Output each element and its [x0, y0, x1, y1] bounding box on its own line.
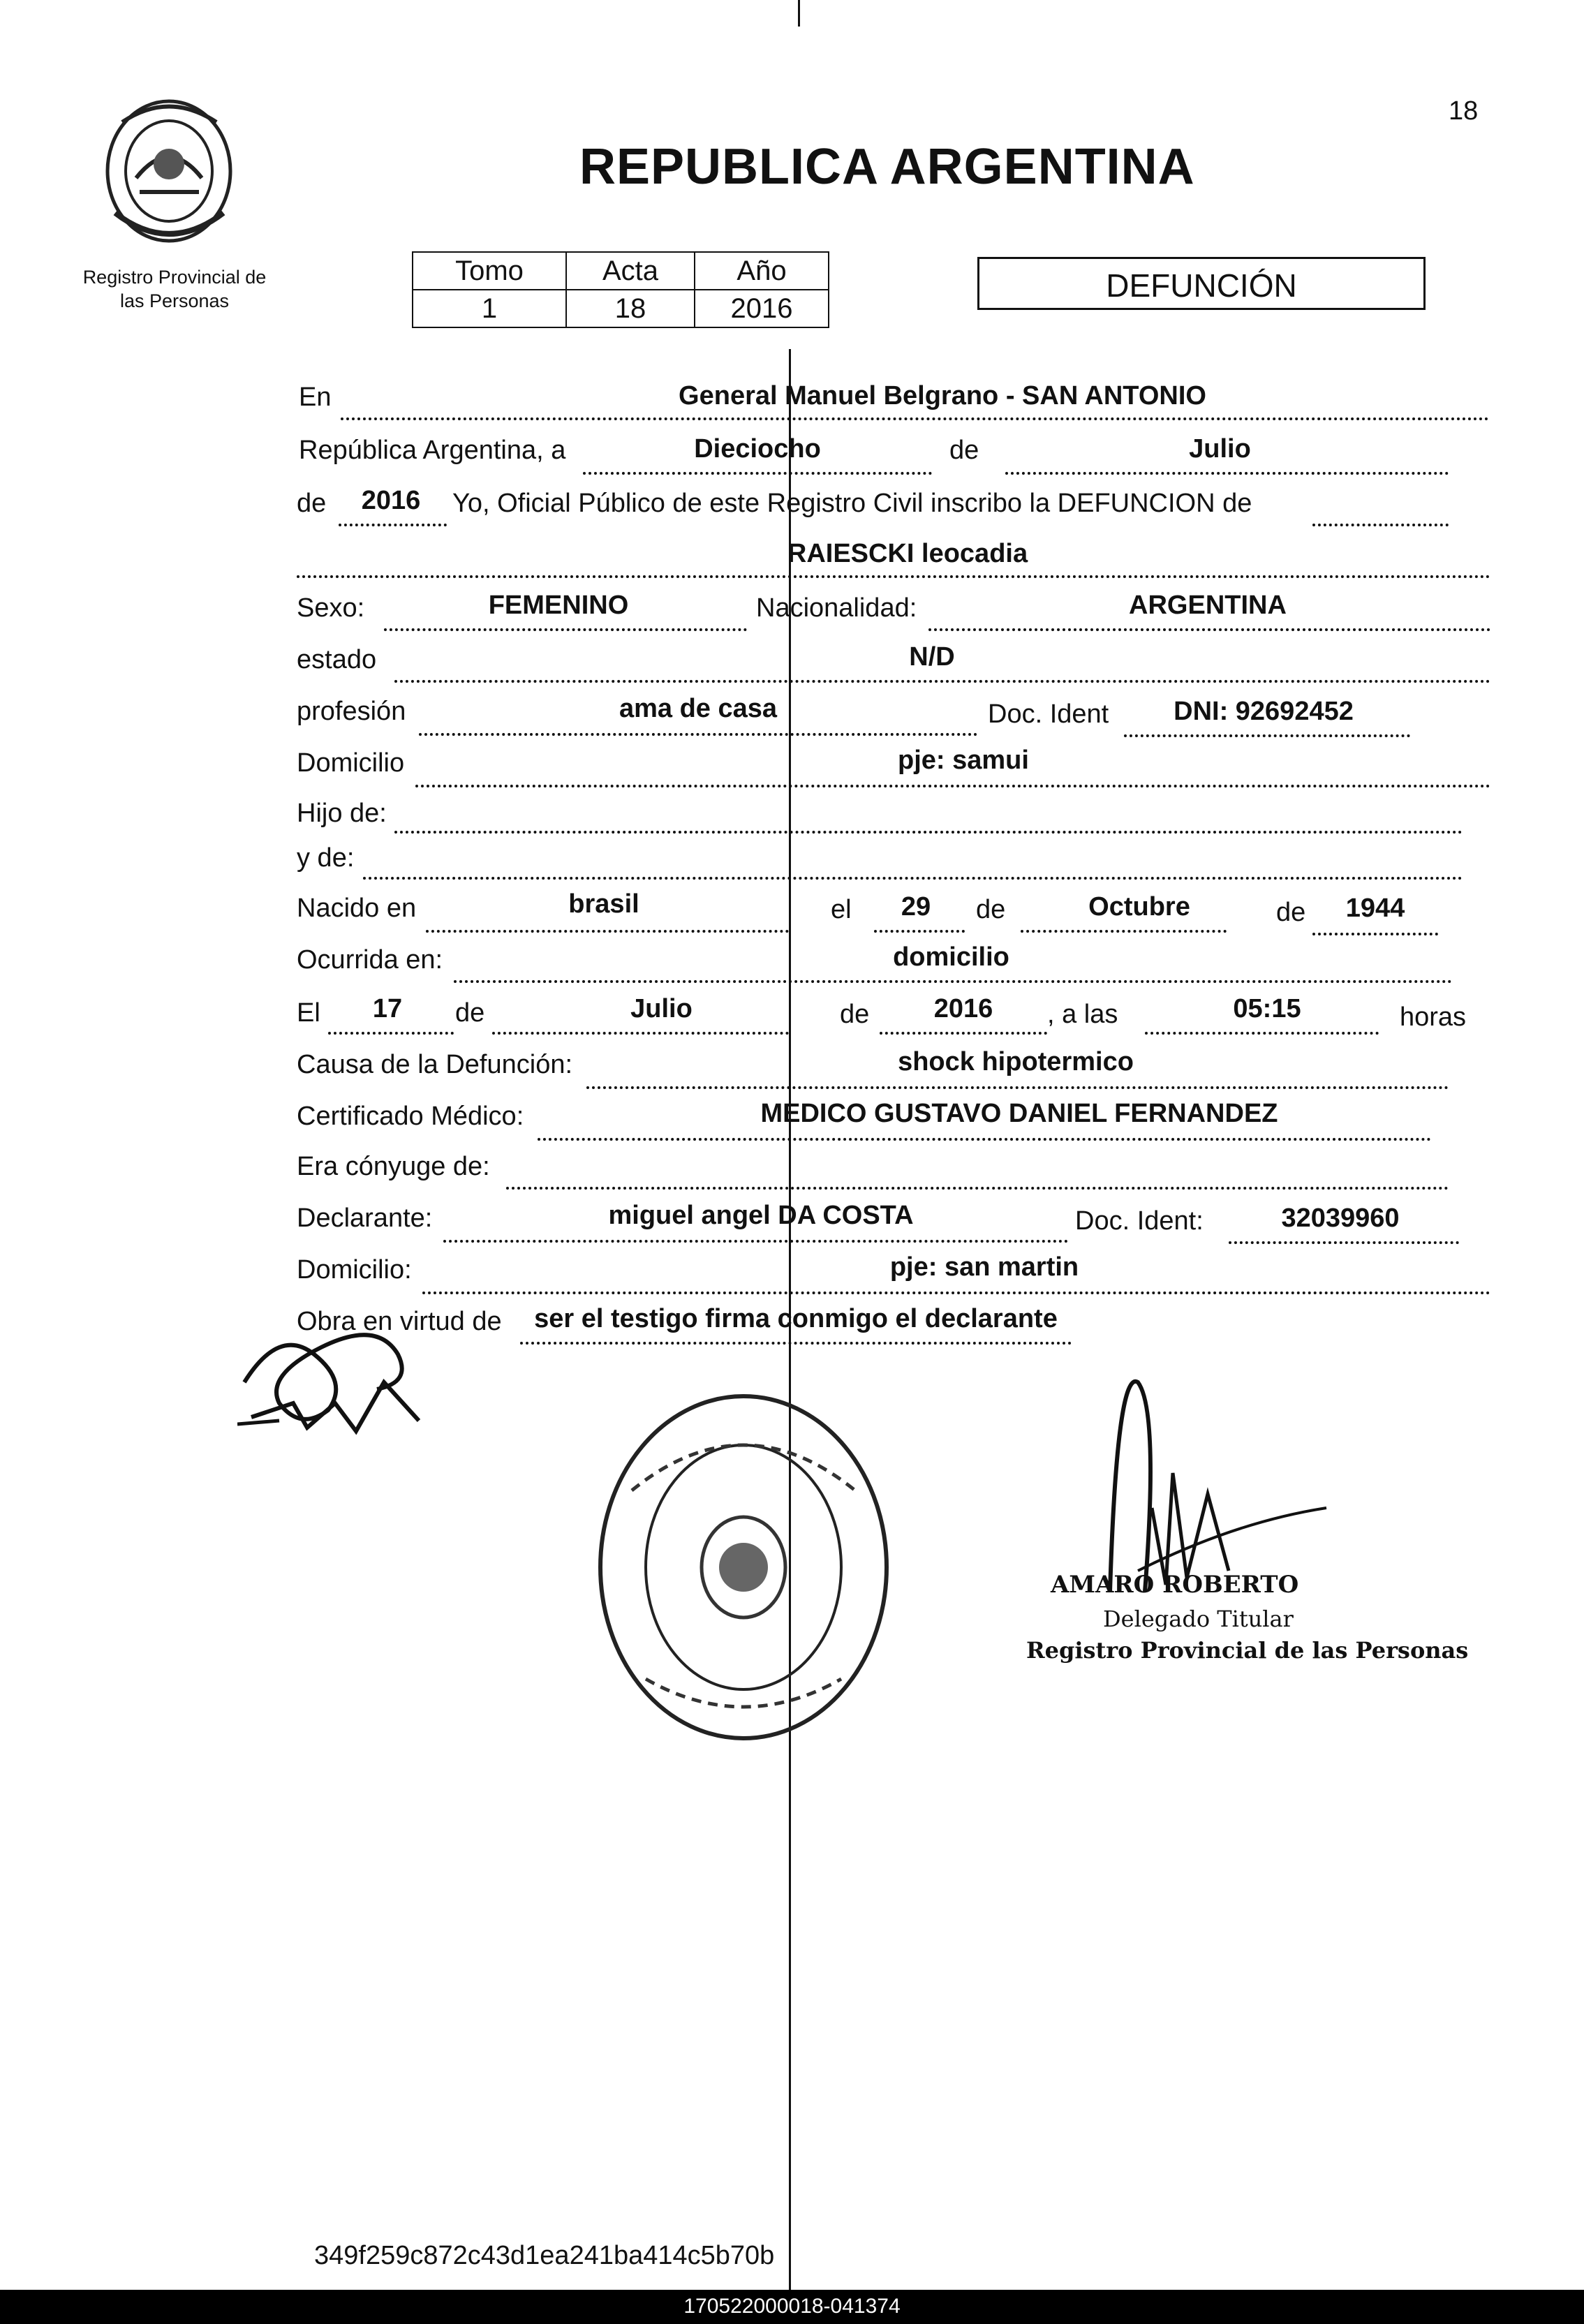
declarante-signature [237, 1298, 447, 1438]
year-dots [339, 524, 447, 526]
death-year-dots [880, 1032, 1047, 1035]
de-label-5: de [455, 998, 485, 1028]
en-value: General Manuel Belgrano - SAN ANTONIO [679, 381, 1206, 410]
obra-label: Obra en virtud de [297, 1307, 502, 1336]
ano-header: Año [695, 252, 829, 290]
page-title: REPUBLICA ARGENTINA [579, 139, 1195, 195]
hijo-dots [394, 831, 1463, 834]
death-year: 2016 [933, 994, 993, 1023]
death-month-dots [492, 1032, 789, 1035]
horas-label: horas [1400, 1002, 1467, 1032]
declarante-dots [443, 1240, 1068, 1243]
official-name: AMARO ROBERTO [1051, 1571, 1299, 1599]
de-label-3: de [976, 895, 1006, 924]
name-dots [297, 575, 1490, 578]
domicilio-dots [415, 785, 1490, 787]
ocurrida-value: domicilio [893, 942, 1009, 972]
doc2-dots [1229, 1241, 1459, 1244]
obra-value: ser el testigo firma conmigo el declarante [534, 1304, 1058, 1333]
record-table [412, 251, 829, 328]
obra-dots [520, 1342, 1072, 1345]
hijo-label: Hijo de: [297, 799, 387, 828]
statement: Yo, Oficial Público de este Registro Civil inscribo la DEFUNCION de [452, 489, 1252, 518]
doc-label: Doc. Ident [988, 700, 1109, 729]
certificado-dots [538, 1138, 1431, 1141]
el2-label: El [297, 998, 320, 1028]
sexo-label: Sexo: [297, 593, 365, 623]
top-tick-mark [798, 0, 800, 27]
statement-dots [1312, 524, 1449, 526]
de-label-2: de [297, 489, 327, 518]
death-day-dots [328, 1032, 454, 1035]
official-signature [1068, 1368, 1333, 1599]
estado-dots [394, 680, 1490, 683]
birth-month-dots [1021, 930, 1227, 933]
ocurrida-dots [454, 980, 1452, 983]
birth-year-dots [1312, 933, 1438, 935]
tomo-value: 1 [413, 290, 566, 327]
death-day: 17 [372, 994, 403, 1023]
ocurrida-label: Ocurrida en: [297, 945, 443, 975]
doc-value: DNI: 92692452 [1174, 697, 1354, 726]
sexo-value: FEMENINO [488, 591, 629, 620]
domicilio-value: pje: samui [898, 746, 1029, 775]
domicilio-label: Domicilio [297, 748, 405, 778]
en-dots [341, 417, 1489, 420]
acta-value: 18 [566, 290, 695, 327]
de-label-6: de [840, 1000, 870, 1029]
nacido-value: brasil [568, 889, 639, 919]
doc2-value: 32039960 [1281, 1204, 1400, 1233]
deceased-name: RAIESCKI leocadia [787, 539, 1028, 568]
year-value: 2016 [361, 486, 421, 515]
acta-header: Acta [566, 252, 695, 290]
estado-value: N/D [909, 642, 955, 672]
doc-dots [1124, 734, 1410, 737]
page-number: 18 [1449, 96, 1479, 126]
nacido-label: Nacido en [297, 894, 417, 923]
footer-id: 170522000018-041374 [683, 2295, 901, 2318]
nacionalidad-value: ARGENTINA [1129, 591, 1287, 620]
causa-value: shock hipotermico [898, 1047, 1134, 1076]
domicilio2-dots [422, 1291, 1490, 1294]
profesion-dots [419, 733, 977, 736]
death-time: 05:15 [1233, 994, 1301, 1023]
nacionalidad-dots [928, 628, 1490, 631]
profesion-value: ama de casa [619, 694, 778, 723]
nacido-dots [426, 930, 789, 933]
doc2-label: Doc. Ident: [1075, 1206, 1204, 1236]
birth-day-dots [874, 930, 965, 933]
month-dots [1005, 472, 1449, 475]
estado-label: estado [297, 645, 377, 674]
domicilio2-label: Domicilio: [297, 1255, 412, 1285]
declarante-label: Declarante: [297, 1204, 433, 1233]
official-seal [590, 1386, 897, 1749]
declarante-value: miguel angel DA COSTA [608, 1201, 914, 1230]
official-role: Delegado Titular [1103, 1606, 1294, 1632]
sexo-dots [384, 628, 747, 631]
el-label: el [831, 895, 852, 924]
alas-label: , a las [1047, 1000, 1118, 1029]
document-hash: 349f259c872c43d1ea241ba414c5b70b [314, 2241, 775, 2270]
yde-label: y de: [297, 843, 355, 873]
day-value: Dieciocho [694, 434, 821, 464]
record-type-box: DEFUNCIÓN [977, 257, 1426, 310]
birth-month: Octubre [1088, 892, 1190, 922]
certificado-value: MEDICO GUSTAVO DANIEL FERNANDEZ [760, 1099, 1278, 1128]
tomo-header: Tomo [413, 252, 566, 290]
de-label-4: de [1276, 898, 1306, 927]
nacionalidad-label: Nacionalidad: [756, 593, 917, 623]
conyuge-dots [506, 1187, 1449, 1190]
birth-day: 29 [901, 892, 931, 922]
day-dots [583, 472, 932, 475]
de-label-1: de [949, 436, 979, 465]
official-org: Registro Provincial de las Personas [1026, 1637, 1469, 1664]
causa-dots [586, 1086, 1449, 1089]
death-month: Julio [630, 994, 693, 1023]
certificado-label: Certificado Médico: [297, 1102, 524, 1131]
death-time-dots [1145, 1032, 1379, 1035]
domicilio2-value: pje: san martin [889, 1252, 1079, 1282]
en-label: En [299, 383, 332, 412]
month-value: Julio [1189, 434, 1251, 464]
province-emblem [101, 94, 237, 248]
ano-value: 2016 [695, 290, 829, 327]
causa-label: Causa de la Defunción: [297, 1050, 573, 1079]
birth-year: 1944 [1345, 894, 1405, 923]
rep-label: República Argentina, a [299, 436, 566, 465]
conyuge-label: Era cónyuge de: [297, 1152, 490, 1181]
registry-label: Registro Provincial de las Personas [82, 267, 267, 311]
yde-dots [363, 877, 1463, 880]
profesion-label: profesión [297, 697, 406, 726]
